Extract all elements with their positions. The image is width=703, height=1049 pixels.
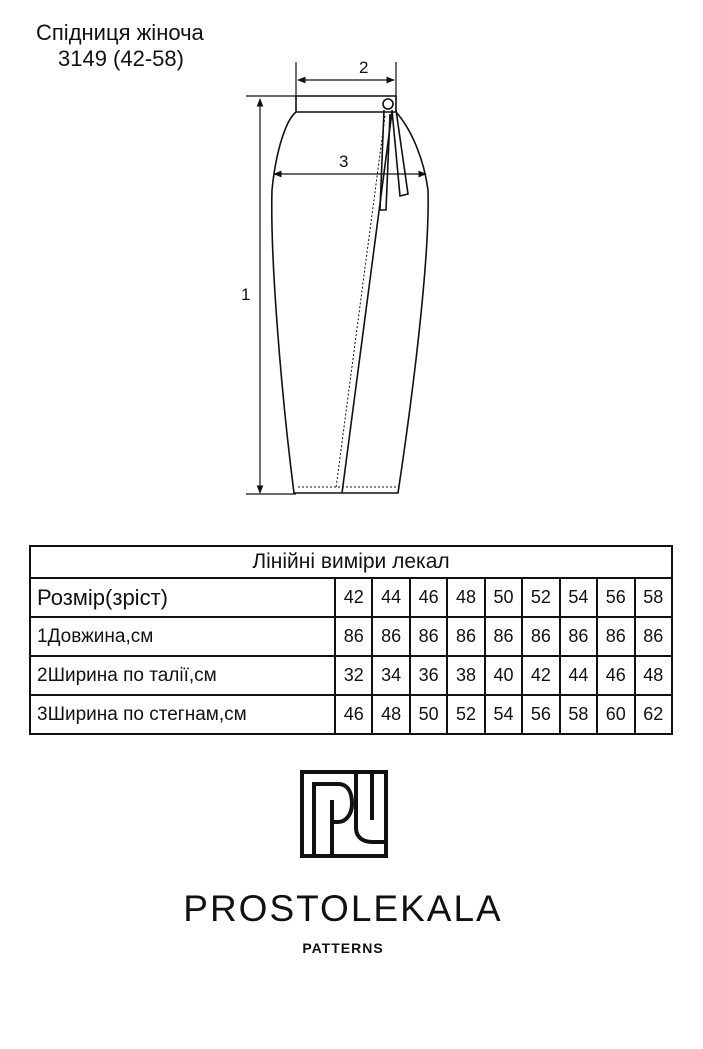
- value-cell: 36: [410, 656, 447, 695]
- measurements-table: [29, 545, 673, 735]
- value-cell: 48: [635, 656, 673, 695]
- value-cell: 48: [372, 695, 409, 734]
- value-cell: 42: [522, 656, 559, 695]
- size-cell: 58: [635, 578, 673, 617]
- value-cell: 86: [485, 617, 522, 656]
- skirt-technical-sketch: [0, 0, 703, 520]
- wrap-front-edge: [342, 112, 392, 493]
- row-label: 2Ширина по талії,см: [30, 656, 335, 695]
- size-cell: 48: [447, 578, 484, 617]
- value-cell: 86: [597, 617, 634, 656]
- size-cell: 42: [335, 578, 372, 617]
- value-cell: 86: [522, 617, 559, 656]
- button-icon: [383, 99, 393, 109]
- row-label: 3Ширина по стегнам,см: [30, 695, 335, 734]
- value-cell: 86: [372, 617, 409, 656]
- value-cell: 86: [560, 617, 597, 656]
- value-cell: 56: [522, 695, 559, 734]
- dim-label-waist: 2: [359, 58, 369, 77]
- value-cell: 44: [560, 656, 597, 695]
- table-caption: Лінійні виміри лекал: [30, 546, 672, 578]
- value-cell: 58: [560, 695, 597, 734]
- dim-label-length: 1: [241, 285, 251, 304]
- brand-subtitle: PATTERNS: [302, 940, 384, 956]
- table-row: [30, 695, 672, 734]
- table-row: [30, 617, 672, 656]
- value-cell: 86: [635, 617, 673, 656]
- title-line-2: 3149 (42-58): [58, 46, 184, 71]
- value-cell: 86: [447, 617, 484, 656]
- pl-monogram-icon: [300, 770, 388, 858]
- value-cell: 34: [372, 656, 409, 695]
- row-label: 1Довжина,см: [30, 617, 335, 656]
- brand-name: PROSTOLEKALA: [183, 888, 503, 929]
- size-cell: 50: [485, 578, 522, 617]
- title-line-1: Спідниця жіноча: [36, 20, 204, 45]
- value-cell: 40: [485, 656, 522, 695]
- size-cell: 46: [410, 578, 447, 617]
- value-cell: 86: [410, 617, 447, 656]
- dim-label-hip: 3: [339, 152, 349, 171]
- table-row: [30, 578, 672, 617]
- value-cell: 52: [447, 695, 484, 734]
- tie-right: [392, 110, 408, 196]
- value-cell: 46: [597, 656, 634, 695]
- size-header: Розмір(зріст): [30, 578, 335, 617]
- value-cell: 86: [335, 617, 372, 656]
- value-cell: 38: [447, 656, 484, 695]
- size-cell: 56: [597, 578, 634, 617]
- size-cell: 52: [522, 578, 559, 617]
- value-cell: 32: [335, 656, 372, 695]
- table-row: [30, 656, 672, 695]
- value-cell: 50: [410, 695, 447, 734]
- value-cell: 62: [635, 695, 673, 734]
- value-cell: 60: [597, 695, 634, 734]
- value-cell: 46: [335, 695, 372, 734]
- size-cell: 44: [372, 578, 409, 617]
- value-cell: 54: [485, 695, 522, 734]
- size-cell: 54: [560, 578, 597, 617]
